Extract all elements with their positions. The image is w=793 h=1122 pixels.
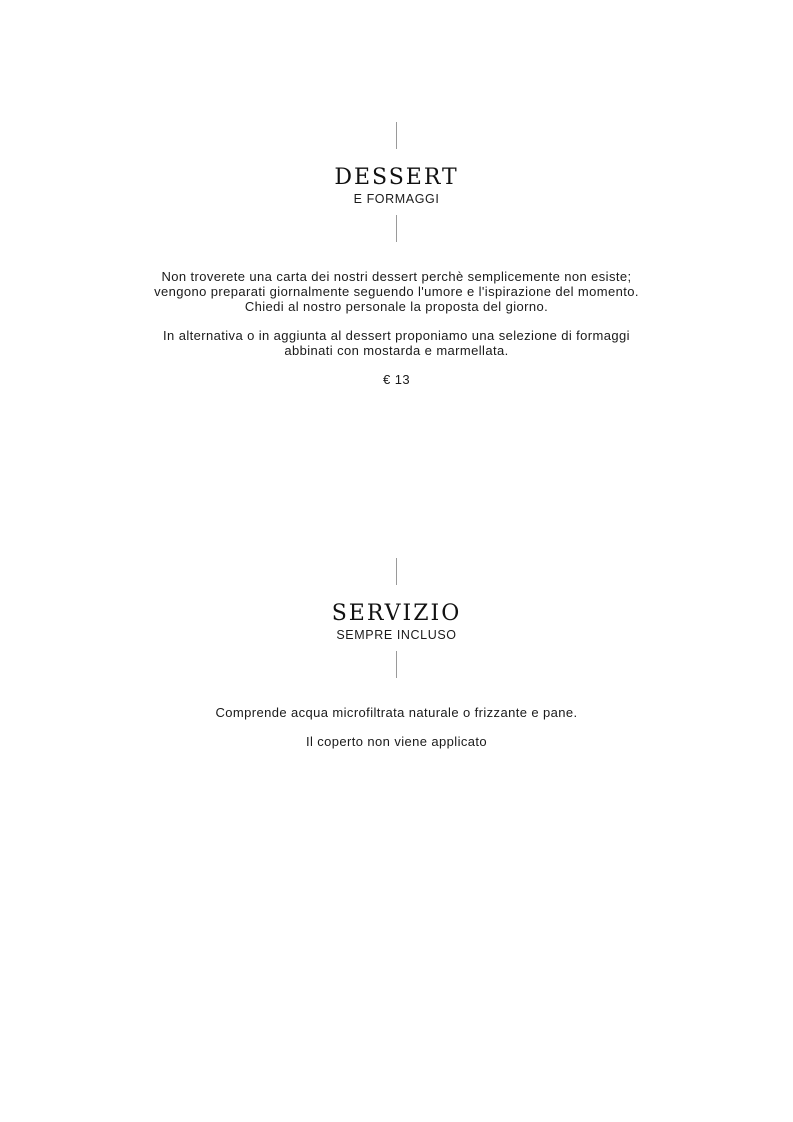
servizio-paragraph-1: Comprende acqua microfiltrata naturale o frizzante e pane. (215, 705, 578, 720)
servizio-paragraph-2: Il coperto non viene applicato (305, 734, 488, 749)
dessert-paragraph-1 (0, 269, 793, 314)
top-divider-line (396, 558, 397, 585)
top-divider-line (396, 122, 397, 149)
section-subtitle: E FORMAGGI (353, 192, 440, 206)
dessert-price: € 13 (383, 372, 410, 387)
text-line: Chiedi al nostro personale la proposta del giorno. (244, 299, 549, 314)
section-title: SERVIZIO (331, 601, 462, 626)
text-line: In alternativa o in aggiunta al dessert proponiamo una selezione di formaggi (163, 328, 630, 343)
section-subtitle: SEMPRE INCLUSO (336, 628, 457, 642)
section-title: DESSERT (334, 165, 459, 190)
text-line: Non troverete una carta dei nostri dessert perchè semplicemente non esiste; (161, 269, 632, 284)
text-line: abbinati con mostarda e marmellata. (284, 343, 509, 358)
dessert-section (0, 122, 793, 387)
dessert-description (0, 269, 793, 387)
servizio-description (0, 705, 793, 749)
text-line: vengono preparati giornalmente seguendo l'umore e l'ispirazione del momento. (154, 284, 639, 299)
dessert-paragraph-2 (0, 328, 793, 358)
bottom-divider-line (396, 215, 397, 242)
bottom-divider-line (396, 651, 397, 678)
servizio-section (0, 558, 793, 749)
